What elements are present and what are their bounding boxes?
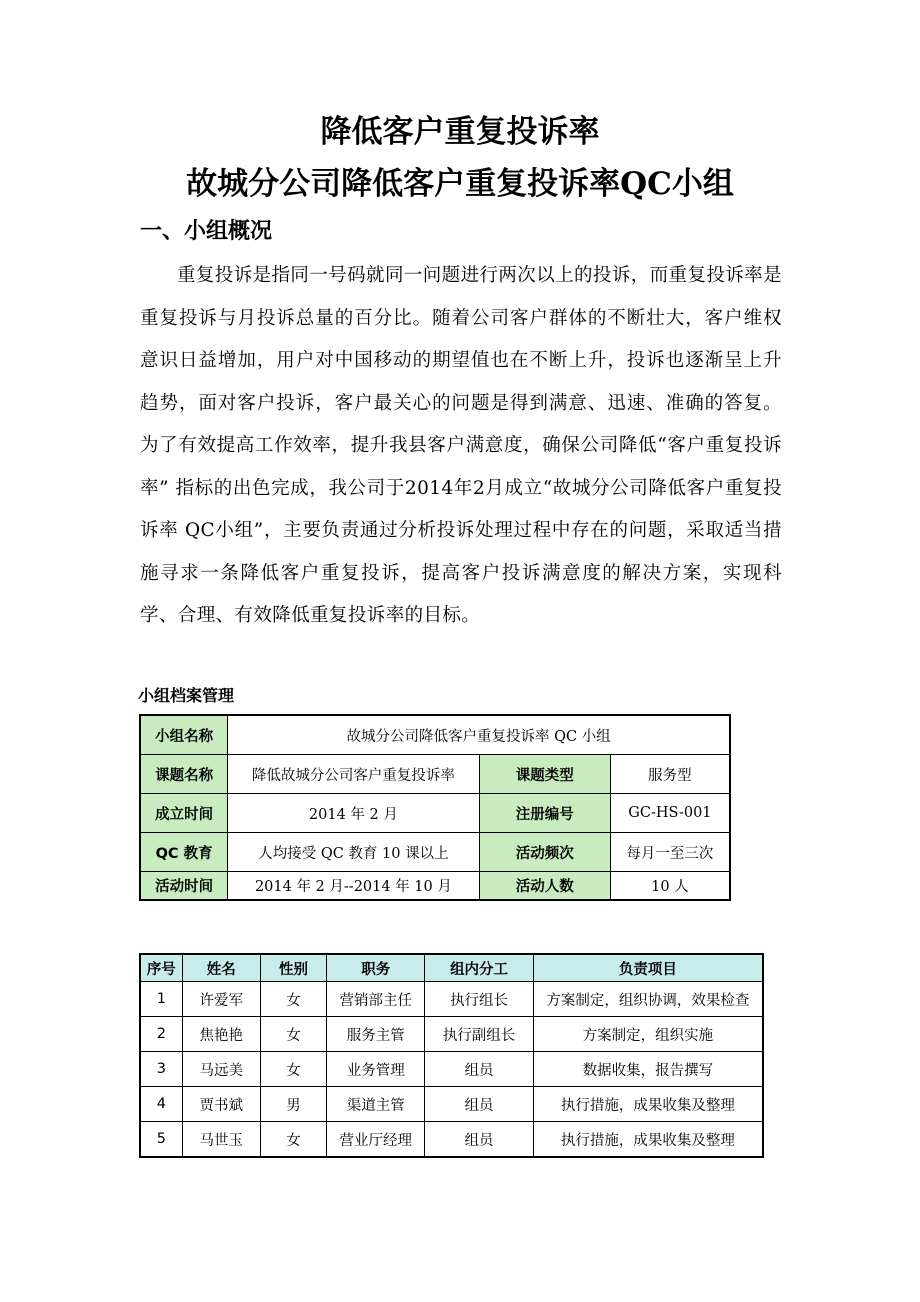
- cell-position: 渠道主管: [327, 1087, 425, 1122]
- header-name: 姓名: [182, 954, 260, 982]
- cell-gender: 女: [260, 982, 326, 1017]
- section-heading: 一、小组概况: [140, 219, 273, 244]
- cell-position: 营销部主任: [327, 982, 425, 1017]
- cell-responsibility: 方案制定，组织实施: [533, 1017, 763, 1052]
- cell-position: 服务主管: [327, 1017, 425, 1052]
- cell-index: 1: [140, 982, 182, 1017]
- topic-name-label: 课题名称: [140, 755, 228, 794]
- count-value: 10 人: [610, 872, 730, 901]
- topic-type-label: 课题类型: [479, 755, 610, 794]
- group-archive-table: [139, 714, 731, 901]
- cell-gender: 女: [260, 1017, 326, 1052]
- archive-row: [140, 715, 730, 755]
- freq-value: 每月一至三次: [610, 833, 730, 872]
- cell-role: 组员: [425, 1052, 533, 1087]
- table-caption: 小组档案管理: [138, 686, 235, 705]
- cell-gender: 男: [260, 1087, 326, 1122]
- header-role: 组内分工: [425, 954, 533, 982]
- cell-position: 营业厅经理: [327, 1122, 425, 1158]
- period-label: 活动时间: [140, 872, 228, 901]
- table-row: [140, 1017, 763, 1052]
- cell-responsibility: 数据收集，报告撰写: [533, 1052, 763, 1087]
- cell-gender: 女: [260, 1052, 326, 1087]
- document-subtitle: 故城分公司降低客户重复投诉率QC小组: [186, 166, 734, 202]
- reg-no-label: 注册编号: [479, 794, 610, 833]
- topic-type-value: 服务型: [610, 755, 730, 794]
- period-value: 2014 年 2 月--2014 年 10 月: [228, 872, 479, 901]
- cell-responsibility: 执行措施，成果收集及整理: [533, 1087, 763, 1122]
- cell-role: 组员: [425, 1122, 533, 1158]
- members-table: [139, 953, 764, 1158]
- qc-edu-value: 人均接受 QC 教育 10 课以上: [228, 833, 479, 872]
- cell-role: 执行组长: [425, 982, 533, 1017]
- archive-row: [140, 833, 730, 872]
- founded-value: 2014 年 2 月: [228, 794, 479, 833]
- group-name-label: 小组名称: [140, 715, 228, 755]
- cell-role: 组员: [425, 1087, 533, 1122]
- count-label: 活动人数: [479, 872, 610, 901]
- header-responsibility: 负责项目: [533, 954, 763, 982]
- cell-name: 马远美: [182, 1052, 260, 1087]
- cell-name: 焦艳艳: [182, 1017, 260, 1052]
- cell-index: 4: [140, 1087, 182, 1122]
- cell-name: 马世玉: [182, 1122, 260, 1158]
- reg-no-value: GC-HS-001: [610, 794, 730, 833]
- table-row: [140, 1087, 763, 1122]
- topic-name-value: 降低故城分公司客户重复投诉率: [228, 755, 479, 794]
- cell-index: 2: [140, 1017, 182, 1052]
- cell-index: 3: [140, 1052, 182, 1087]
- header-gender: 性别: [260, 954, 326, 982]
- table-row: [140, 982, 763, 1017]
- archive-row: [140, 872, 730, 901]
- cell-name: 贾书斌: [182, 1087, 260, 1122]
- archive-row: [140, 794, 730, 833]
- members-header-row: [140, 954, 763, 982]
- overview-paragraph: 重复投诉是指同一号码就同一问题进行两次以上的投诉，而重复投诉率是重复投诉与月投诉总量的百分比。随着公司客户群体的不断壮大，客户维权意识日益增加，用户对中国移动的期望值也在不断上升，投诉也逐渐呈上升趋势，面对客户投诉，客户最关心的问题是得到满意、迅速、准确的答复。为了有效提高工作效率，提升我县客户满意度，确保公司降低“客户重复投诉率” 指标的出色完成，我公司于2014年2月成立“故城分公司降低客户重复投诉率 QC小组”，主要负责通过分析投诉处理过程中存在的问题，采取适当措施寻求一条降低客户重复投诉，提高客户投诉满意度的解决方案，实现科学、合理、有效降低重复投诉率的目标。: [140, 265, 782, 626]
- header-index: 序号: [140, 954, 182, 982]
- cell-responsibility: 方案制定，组织协调，效果检查: [533, 982, 763, 1017]
- group-name-value: 故城分公司降低客户重复投诉率 QC 小组: [228, 715, 730, 755]
- cell-position: 业务管理: [327, 1052, 425, 1087]
- cell-name: 许爱军: [182, 982, 260, 1017]
- qc-edu-label: QC 教育: [140, 833, 228, 872]
- table-row: [140, 1122, 763, 1158]
- cell-index: 5: [140, 1122, 182, 1158]
- document-title: 降低客户重复投诉率: [320, 114, 600, 150]
- cell-gender: 女: [260, 1122, 326, 1158]
- archive-row: [140, 755, 730, 794]
- cell-role: 执行副组长: [425, 1017, 533, 1052]
- freq-label: 活动频次: [479, 833, 610, 872]
- header-position: 职务: [327, 954, 425, 982]
- table-row: [140, 1052, 763, 1087]
- cell-responsibility: 执行措施，成果收集及整理: [533, 1122, 763, 1158]
- founded-label: 成立时间: [140, 794, 228, 833]
